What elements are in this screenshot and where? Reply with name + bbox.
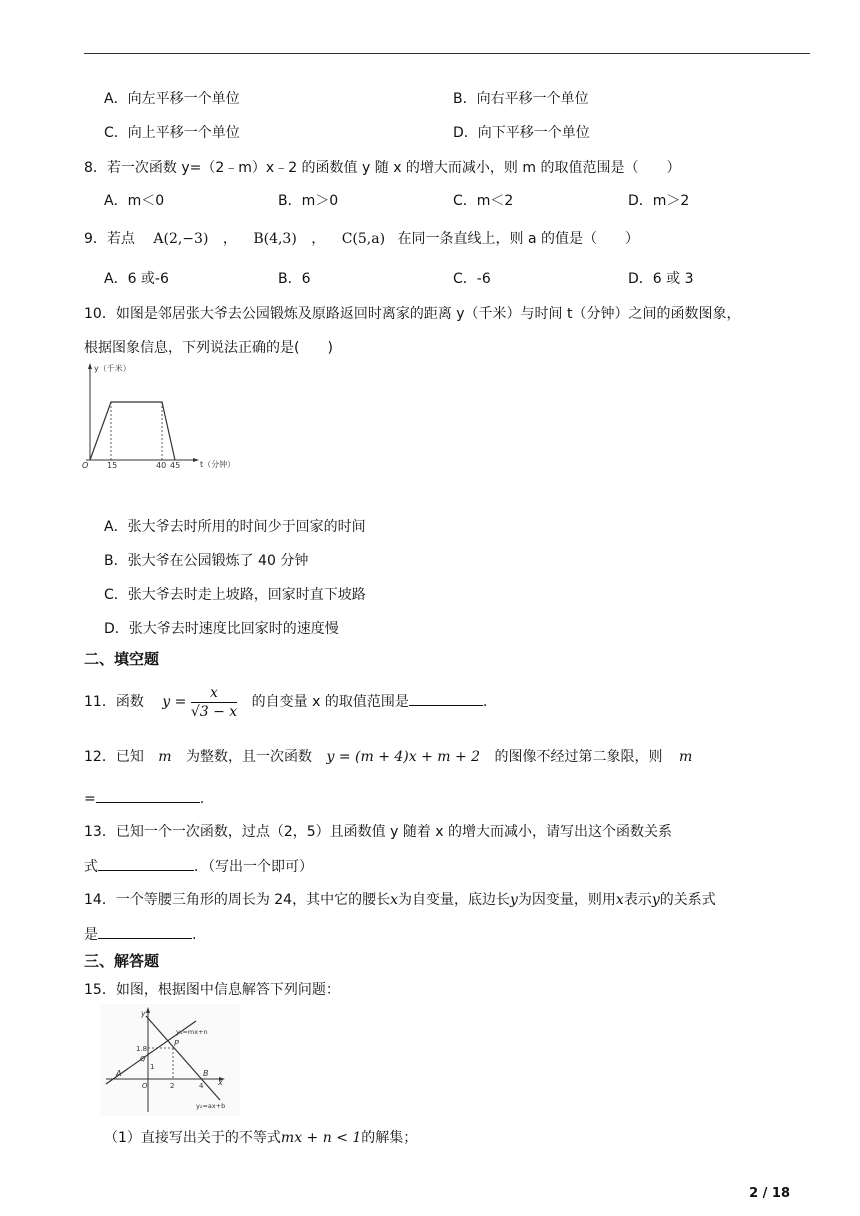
q14-x: x: [390, 892, 398, 908]
q11-numerator: x: [191, 684, 237, 703]
q9-option-c: C．-6: [453, 271, 491, 287]
q12-stem: [84, 747, 692, 767]
q10-stem-line1: 10．如图是邻居张大爷去公园锻炼及原路返回时离家的距离 y（千米）与时间 t（分钟）之间的函数图象，: [84, 306, 741, 322]
q12-suffix: 的图像不经过第二象限，则: [494, 749, 663, 765]
q14-answer-blank[interactable]: [98, 924, 192, 939]
q9-prefix: 9．若点: [84, 231, 135, 247]
q12-prefix: 12．已知: [84, 749, 144, 765]
q15-origin: O: [142, 1082, 148, 1090]
q9-suffix: 在同一条直线上，则 a 的值是（ ）: [397, 231, 639, 247]
q9-option-b: B．6: [278, 271, 311, 287]
q9-point-b: B(4,3): [253, 231, 297, 247]
q15-tick-4: 4: [199, 1082, 204, 1090]
q10-tick-15: 15: [107, 461, 118, 470]
q8-stem: 8．若一次函数 y=（2﹣m）x﹣2 的函数值 y 随 x 的增大而减小，则 m 的取值范围是（ ）: [84, 160, 681, 176]
q12-end: .: [199, 791, 205, 807]
q15-y-label: y: [141, 1009, 146, 1018]
q12-answer-blank[interactable]: [96, 788, 200, 803]
q7-option-a: A．向左平移一个单位: [104, 91, 240, 107]
q14-y: y: [509, 892, 518, 908]
q9-option-d: D．6 或 3: [628, 271, 694, 287]
q10-option-a: A．张大爷去时所用的时间少于回家的时间: [104, 519, 366, 535]
q9-point-c: C(5,a): [341, 231, 386, 247]
q10-tick-45: 45: [170, 461, 181, 470]
q15-point-p: P: [174, 1039, 179, 1048]
header-rule: [84, 53, 810, 54]
q10-option-c: C．张大爷去时走上坡路，回家时直下坡路: [104, 587, 366, 603]
q10-graph: [78, 360, 248, 475]
q11-end: .: [482, 694, 488, 710]
q14-part2: 为自变量，底边长: [397, 892, 510, 908]
q13-answer-blank[interactable]: [98, 856, 194, 871]
q10-y-arrow: [88, 363, 92, 369]
q12-mid: 为整数，且一次函数: [186, 749, 313, 765]
q12-line2: [84, 788, 204, 809]
q15-point-a: A: [116, 1069, 122, 1078]
q11-answer-blank[interactable]: [409, 691, 483, 706]
q15-tick-1-8: 1.8: [136, 1045, 148, 1053]
q11-prefix: 11．函数: [84, 694, 144, 710]
q10-option-d: D．张大爷去时速度比回家时的速度慢: [104, 621, 339, 637]
q11-lhs: y =: [162, 694, 187, 710]
q15-tick-1: 1: [150, 1063, 155, 1071]
q15-x-label: x: [218, 1078, 223, 1087]
q13-line1: 13．已知一个一次函数，过点（2，5）且函数值 y 随着 x 的增大而减小，请写出这个函数关系: [84, 824, 672, 840]
q15-part1-formula: mx + n < 1: [280, 1130, 362, 1146]
q14-y2: y: [651, 892, 660, 908]
q8-option-b: B．m＞0: [278, 193, 339, 209]
q11-fraction: [191, 684, 237, 721]
q15-part1: [104, 1128, 417, 1148]
q7-option-d: D．向下平移一个单位: [453, 125, 590, 141]
q14-x2: x: [615, 892, 624, 908]
q8-option-c: C．m＜2: [453, 193, 514, 209]
q15-line2-label: y₂=ax+b: [196, 1102, 226, 1110]
q15-part1-prefix: （1）直接写出关于的不等式: [104, 1130, 281, 1146]
q8-option-a: A．m＜0: [104, 193, 165, 209]
q13-line2: [84, 856, 313, 877]
q11-denominator: √3 − x: [190, 703, 238, 720]
q9-sep-2: ，: [311, 231, 326, 247]
q10-x-arrow: [193, 458, 199, 462]
q13-suffix: ．（写出一个即可）: [194, 859, 313, 875]
q15-tick-2: 2: [170, 1082, 175, 1090]
q14-part4: 表示: [623, 892, 652, 908]
q12-m: m: [158, 749, 172, 765]
q9-stem: [84, 229, 639, 249]
q7-option-b: B．向右平移一个单位: [453, 91, 589, 107]
q12-formula: y = (m + 4)x + m + 2: [326, 749, 481, 765]
q15-stem: 15．如图，根据图中信息解答下列问题：: [84, 982, 340, 998]
q10-stem-line2: 根据图象信息，下列说法正确的是( ): [84, 340, 333, 356]
q9-sep-1: ，: [222, 231, 237, 247]
q10-ylabel: y（千米）: [94, 364, 131, 373]
q9-point-a: A(2,−3): [153, 231, 209, 247]
q15-graph: [100, 1004, 240, 1116]
q10-tick-40: 40: [156, 461, 167, 470]
q14-end: .: [192, 927, 197, 943]
q14-part5: 的关系式: [659, 892, 716, 908]
q12-m2: m: [679, 749, 693, 765]
q14-part3: 为因变量，则用: [517, 892, 616, 908]
q8-option-d: D．m＞2: [628, 193, 690, 209]
q14-line2: [84, 924, 196, 945]
section-fill-in-heading: 二、填空题: [84, 650, 160, 668]
q15-line1-label: y₁=mx+n: [176, 1028, 208, 1036]
q14-prefix: 是: [84, 927, 98, 943]
q14-line1: [84, 890, 716, 910]
q12-equals: =: [84, 791, 96, 807]
q9-option-a: A．6 或-6: [104, 271, 169, 287]
q10-origin: O: [82, 461, 89, 470]
q13-prefix: 式: [84, 859, 98, 875]
page-number: 2 / 18: [749, 1186, 790, 1201]
q11-stem: [84, 680, 487, 724]
q15-point-q: Q: [140, 1055, 146, 1063]
q15-point-b: B: [203, 1069, 209, 1078]
q11-suffix: 的自变量 x 的取值范围是: [251, 694, 409, 710]
section-solve-heading: 三、解答题: [84, 952, 160, 970]
q15-part1-suffix: 的解集；: [361, 1130, 418, 1146]
q14-part1: 14．一个等腰三角形的周长为 24，其中它的腰长: [84, 892, 391, 908]
q10-xlabel: t（分钟）: [200, 460, 236, 469]
q10-option-b: B．张大爷在公园锻炼了 40 分钟: [104, 553, 309, 569]
q7-option-c: C．向上平移一个单位: [104, 125, 240, 141]
